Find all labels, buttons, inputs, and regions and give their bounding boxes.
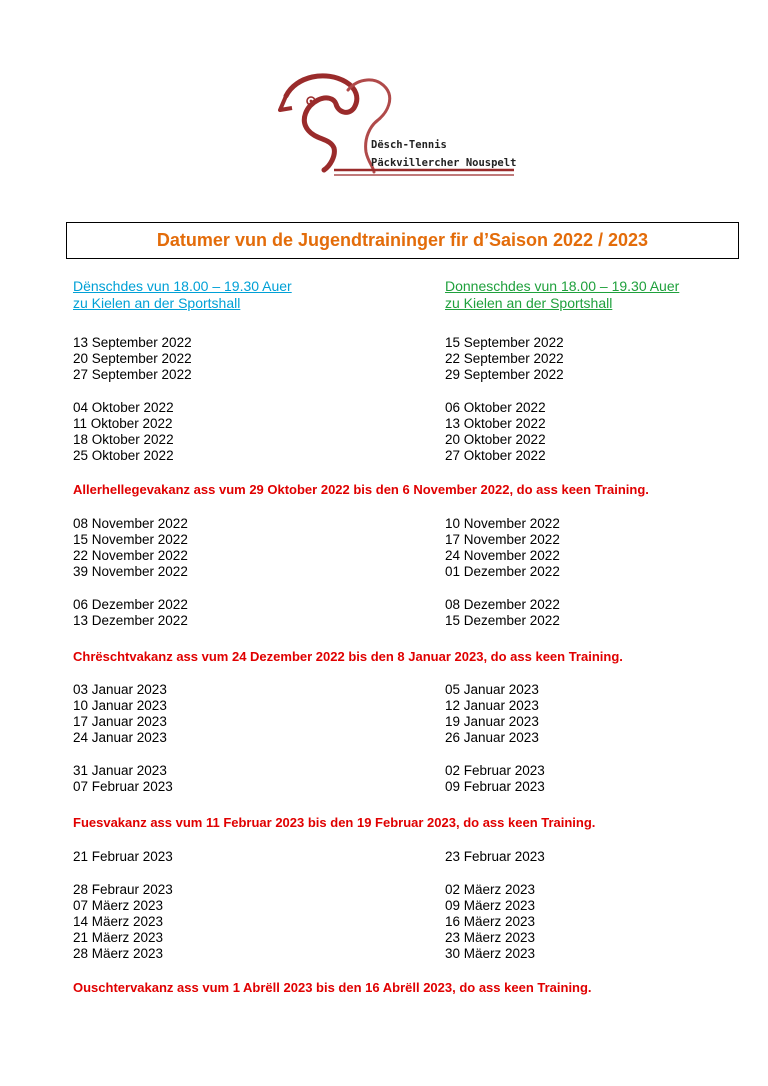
date-item: 22 September 2022	[445, 351, 564, 366]
date-item: 39 November 2022	[73, 564, 188, 579]
date-item: 06 Oktober 2022	[445, 400, 546, 415]
date-item: 14 Mäerz 2023	[73, 914, 164, 929]
date-item: 27 Oktober 2022	[445, 448, 546, 463]
title-box	[66, 222, 739, 259]
date-item: 19 Januar 2023	[445, 714, 539, 729]
date-item: 23 Mäerz 2023	[445, 930, 536, 945]
date-item: 26 Januar 2023	[445, 730, 539, 745]
date-item: 02 Februar 2023	[445, 763, 545, 778]
date-item: 25 Oktober 2022	[73, 448, 174, 463]
vacation-notice-easter: Ouschtervakanz ass vum 1 Abrëll 2023 bis den 16 Abrëll 2023, do ass keen Training.	[73, 980, 592, 995]
date-item: 28 Mäerz 2023	[73, 946, 164, 961]
date-item: 13 Oktober 2022	[445, 416, 546, 431]
club-logo	[278, 68, 518, 183]
date-item: 20 Oktober 2022	[445, 432, 546, 447]
vacation-notice-allerhellegen: Allerhellegevakanz ass vum 29 Oktober 2022 bis den 6 November 2022, do ass keen Training.	[73, 482, 649, 497]
date-item: 08 Dezember 2022	[445, 597, 560, 612]
date-item: 02 Mäerz 2023	[445, 882, 536, 897]
date-item: 01 Dezember 2022	[445, 564, 560, 579]
date-item: 07 Februar 2023	[73, 779, 173, 794]
date-item: 09 Februar 2023	[445, 779, 545, 794]
date-item: 28 Febraur 2023	[73, 882, 173, 897]
date-item: 11 Oktober 2022	[73, 416, 173, 431]
tuesday-header-time: Dënschdes vun 18.00 – 19.30 Auer	[73, 278, 292, 294]
thursday-header-place: zu Kielen an der Sportshall	[445, 295, 613, 311]
date-item: 17 November 2022	[445, 532, 560, 547]
date-item: 10 November 2022	[445, 516, 560, 531]
date-item: 24 Januar 2023	[73, 730, 167, 745]
date-item: 03 Januar 2023	[73, 682, 167, 697]
date-item: 12 Januar 2023	[445, 698, 539, 713]
tuesday-header-place: zu Kielen an der Sportshall	[73, 295, 241, 311]
thursday-header	[445, 278, 679, 312]
club-name-line1: Dësch-Tennis	[371, 139, 447, 151]
date-item: 10 Januar 2023	[73, 698, 167, 713]
vacation-notice-carnival: Fuesvakanz ass vum 11 Februar 2023 bis den 19 Februar 2023, do ass keen Training.	[73, 815, 596, 830]
date-item: 21 Februar 2023	[73, 849, 173, 864]
date-item: 31 Januar 2023	[73, 763, 167, 778]
date-item: 16 Mäerz 2023	[445, 914, 536, 929]
page-title: Datumer vun de Jugendtraininger fir d’Saison 2022 / 2023	[156, 230, 649, 250]
date-item: 15 Dezember 2022	[445, 613, 560, 628]
date-item: 20 September 2022	[73, 351, 192, 366]
date-item: 09 Mäerz 2023	[445, 898, 536, 913]
date-item: 24 November 2022	[445, 548, 560, 563]
date-item: 13 September 2022	[73, 335, 192, 350]
date-item: 05 Januar 2023	[445, 682, 539, 697]
date-item: 21 Mäerz 2023	[73, 930, 164, 945]
date-item: 30 Mäerz 2023	[445, 946, 536, 961]
date-item: 06 Dezember 2022	[73, 597, 188, 612]
date-item: 07 Mäerz 2023	[73, 898, 164, 913]
date-item: 15 September 2022	[445, 335, 564, 350]
vacation-notice-christmas: Chrëschtvakanz ass vum 24 Dezember 2022 bis den 8 Januar 2023, do ass keen Training.	[73, 649, 623, 664]
date-item: 15 November 2022	[73, 532, 188, 547]
club-name-line2: Päckvillercher Nouspelt	[371, 157, 517, 169]
date-item: 13 Dezember 2022	[73, 613, 188, 628]
date-item: 18 Oktober 2022	[73, 432, 174, 447]
date-item: 08 November 2022	[73, 516, 188, 531]
date-item: 22 November 2022	[73, 548, 188, 563]
date-item: 17 Januar 2023	[73, 714, 167, 729]
tuesday-header	[73, 278, 292, 312]
date-item: 27 September 2022	[73, 367, 192, 382]
date-item: 23 Februar 2023	[445, 849, 545, 864]
date-item: 04 Oktober 2022	[73, 400, 174, 415]
thursday-header-time: Donneschdes vun 18.00 – 19.30 Auer	[445, 278, 680, 294]
date-item: 29 September 2022	[445, 367, 564, 382]
